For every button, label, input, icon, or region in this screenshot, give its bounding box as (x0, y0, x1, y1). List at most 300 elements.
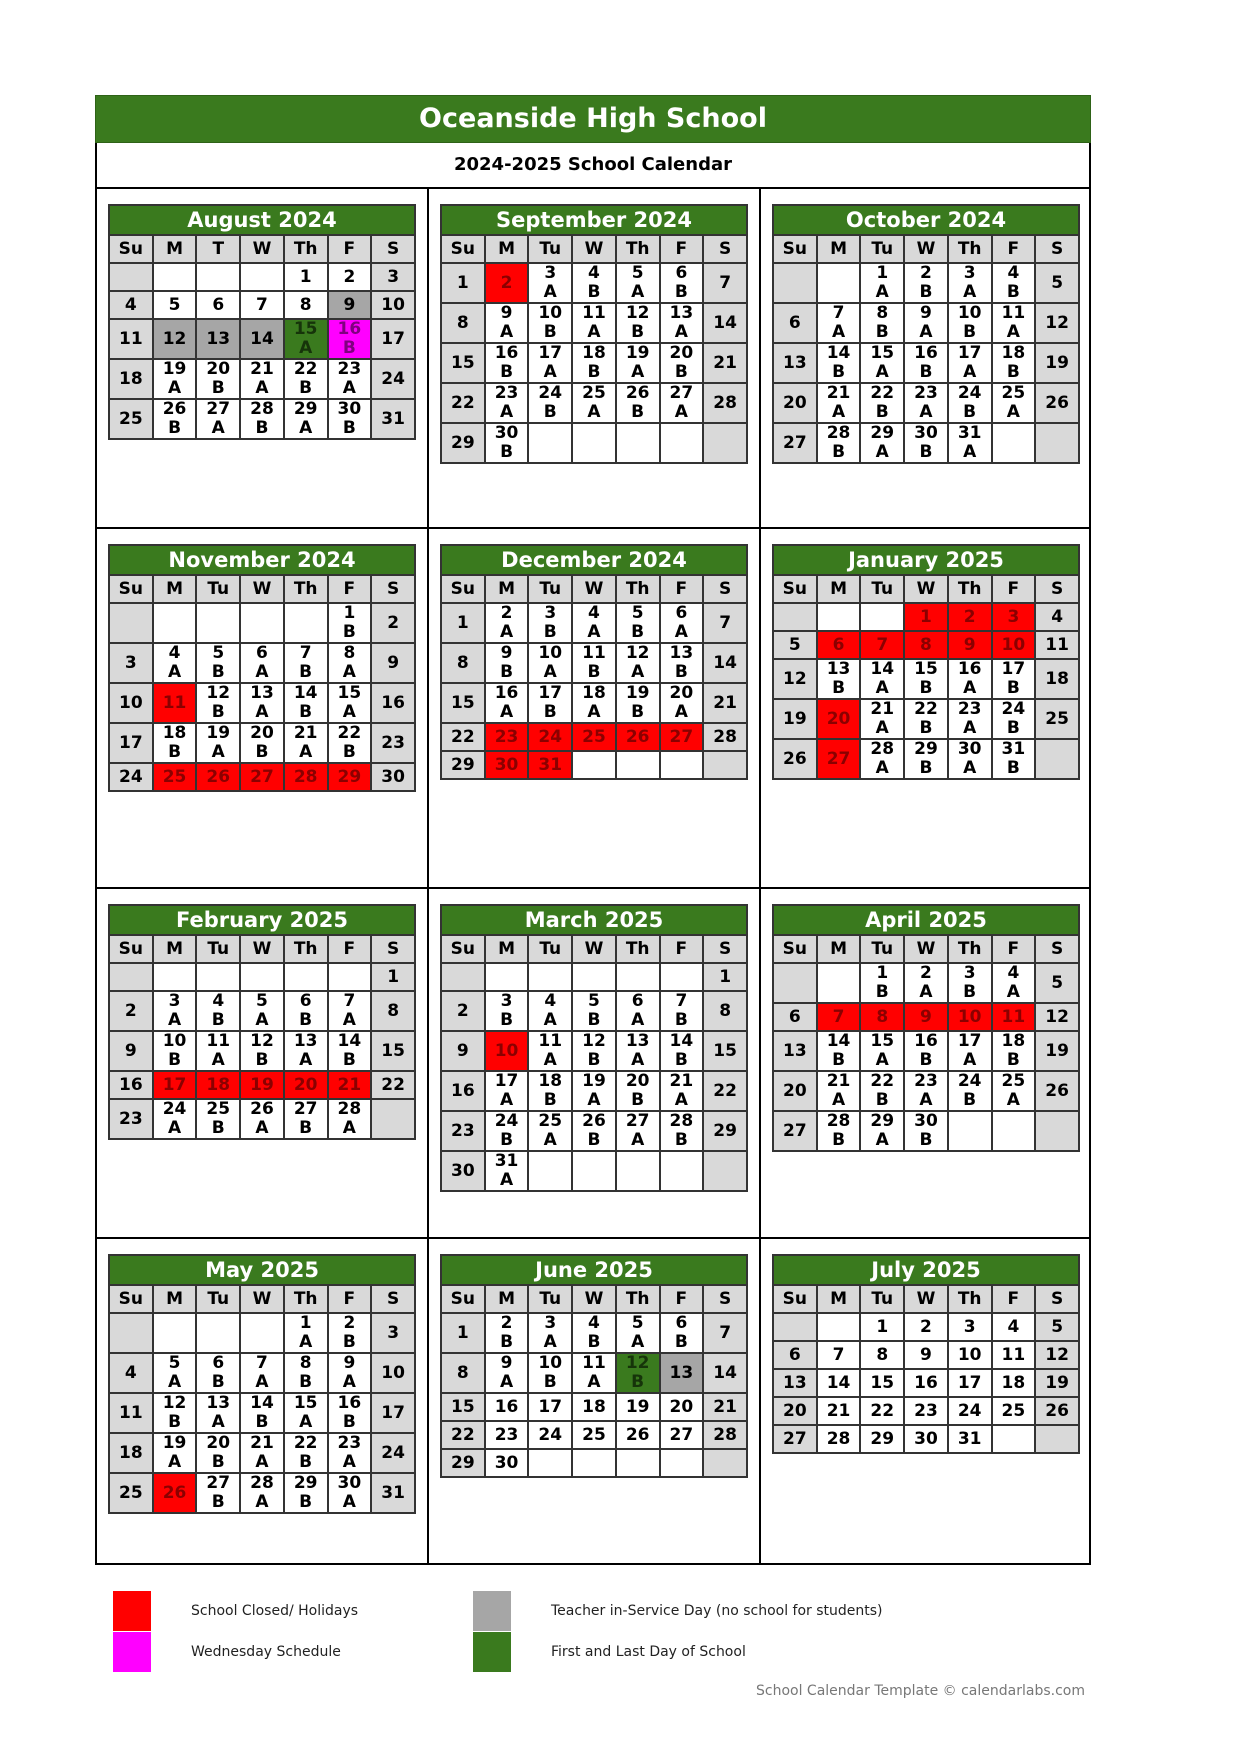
weekday-header: S (371, 935, 415, 963)
weekday-header: Su (109, 935, 153, 963)
rotation-day-label: A (342, 378, 356, 398)
day-cell (485, 603, 529, 643)
day-cell (485, 1421, 529, 1449)
day-number: 19 (250, 1074, 274, 1095)
weekday-header: Tu (528, 575, 572, 603)
rotation-day-label: B (674, 362, 688, 382)
empty-day-cell (284, 603, 328, 643)
day-cell (992, 1031, 1036, 1071)
day-cell (904, 659, 948, 699)
rotation-day-label: A (255, 1118, 269, 1138)
day-number: 7 (675, 991, 688, 1011)
day-cell (992, 1071, 1036, 1111)
day-number: 17 (538, 683, 563, 703)
empty-day-cell (773, 263, 817, 303)
day-cell (773, 1425, 817, 1453)
day-number: 15 (293, 1393, 318, 1413)
day-number: 16 (494, 683, 519, 703)
rotation-day-label: A (587, 1090, 601, 1110)
day-cell (660, 303, 704, 343)
day-cell (441, 1353, 485, 1393)
day-cell (572, 343, 616, 383)
day-number: 22 (451, 1424, 475, 1445)
day-number: 20 (783, 1400, 807, 1421)
day-number: 5 (168, 294, 181, 315)
day-cell (371, 1071, 415, 1099)
day-cell (817, 343, 861, 383)
weekday-header: S (371, 575, 415, 603)
day-number: 19 (1045, 352, 1069, 373)
month-title: October 2024 (772, 204, 1080, 234)
empty-day-cell (572, 751, 616, 779)
day-number: 17 (381, 1402, 405, 1423)
rotation-day-label: B (919, 282, 933, 302)
day-cell (860, 631, 904, 659)
day-cell (660, 1071, 704, 1111)
day-number: 24 (957, 383, 982, 403)
day-number: 1 (876, 963, 889, 983)
day-cell (904, 263, 948, 303)
weekday-header: F (660, 935, 704, 963)
rotation-day-label: B (832, 442, 846, 462)
day-number: 19 (582, 1071, 606, 1091)
day-cell (284, 763, 328, 791)
day-cell (992, 659, 1036, 699)
day-number: 21 (826, 1400, 851, 1421)
rotation-day-label: B (875, 982, 889, 1002)
weekday-header: Su (441, 935, 485, 963)
day-number: 8 (876, 1344, 889, 1365)
day-number: 14 (713, 312, 737, 333)
rotation-day-label: A (255, 662, 269, 682)
day-number: 3 (963, 963, 976, 983)
day-number: 30 (914, 1111, 938, 1131)
month-days-table (772, 234, 1080, 464)
day-number: 17 (957, 1372, 982, 1393)
rotation-day-label: B (211, 662, 225, 682)
empty-day-cell (109, 603, 153, 643)
day-cell (485, 751, 529, 779)
day-number: 21 (870, 699, 895, 719)
rotation-day-label: A (543, 662, 557, 682)
day-cell (660, 723, 704, 751)
day-number: 21 (669, 1071, 694, 1091)
rotation-day-label: B (211, 1118, 225, 1138)
rotation-day-label: B (543, 702, 557, 722)
day-number: 28 (337, 1099, 362, 1119)
day-number: 6 (832, 634, 845, 655)
rotation-day-label: A (919, 402, 933, 422)
rotation-day-label: B (963, 322, 977, 342)
rotation-day-label: A (543, 1050, 557, 1070)
rotation-day-label: B (1006, 758, 1020, 778)
rotation-day-label: A (831, 1090, 846, 1110)
day-number: 16 (957, 659, 982, 679)
day-cell (441, 751, 485, 779)
day-number: 14 (250, 328, 274, 349)
legend-inservice-label: Teacher in-Service Day (no school for students) (551, 1603, 883, 1619)
empty-day-cell (528, 1151, 572, 1191)
day-number: 21 (826, 383, 851, 403)
weekday-header: Su (441, 1285, 485, 1313)
day-number: 3 (544, 1313, 557, 1333)
day-number: 24 (957, 1071, 982, 1091)
day-number: 12 (1045, 1006, 1069, 1027)
day-number: 2 (500, 603, 513, 623)
weekday-header: W (572, 235, 616, 263)
day-cell (904, 343, 948, 383)
day-cell (860, 1397, 904, 1425)
day-number: 1 (920, 606, 932, 627)
weekday-header: S (703, 935, 747, 963)
month-calendar (440, 544, 748, 780)
empty-day-cell (817, 603, 861, 631)
day-number: 22 (381, 1074, 405, 1095)
day-cell (773, 699, 817, 739)
rotation-day-label: A (255, 378, 269, 398)
day-cell (616, 1111, 660, 1151)
empty-day-cell (660, 1151, 704, 1191)
day-number: 21 (250, 1433, 274, 1453)
day-number: 27 (783, 1428, 807, 1449)
day-cell (860, 963, 904, 1003)
day-number: 24 (381, 1442, 405, 1463)
day-number: 6 (788, 1006, 801, 1027)
day-number: 21 (250, 359, 274, 379)
rotation-day-label: B (500, 442, 514, 462)
day-cell (528, 991, 572, 1031)
day-cell (616, 303, 660, 343)
weekday-header: Tu (860, 935, 904, 963)
legend-firstlast-label: First and Last Day of School (551, 1644, 746, 1660)
day-cell (860, 1071, 904, 1111)
empty-day-cell (660, 751, 704, 779)
day-number: 27 (783, 432, 807, 453)
month-title: June 2025 (440, 1254, 748, 1284)
weekday-header: Tu (528, 1285, 572, 1313)
rotation-day-label: B (342, 338, 356, 358)
day-cell (860, 1031, 904, 1071)
day-number: 18 (1001, 1372, 1026, 1393)
rotation-day-label: A (674, 322, 688, 342)
day-cell (948, 659, 992, 699)
rotation-day-label: A (875, 362, 889, 382)
day-cell (528, 643, 572, 683)
day-cell (153, 723, 197, 763)
day-number: 12 (1045, 1344, 1069, 1365)
day-cell (485, 1313, 529, 1353)
day-cell (109, 643, 153, 683)
rotation-day-label: B (587, 282, 601, 302)
day-number: 27 (783, 1120, 807, 1141)
day-number: 15 (870, 1372, 895, 1393)
weekday-header: Th (284, 575, 328, 603)
rotation-day-label: A (1006, 982, 1020, 1002)
day-number: 9 (500, 1353, 513, 1373)
day-cell (817, 1031, 861, 1071)
weekday-header: Su (109, 575, 153, 603)
day-cell (817, 699, 861, 739)
weekday-header: M (817, 575, 861, 603)
day-number: 19 (783, 708, 807, 729)
day-number: 4 (588, 1313, 600, 1333)
rotation-day-label: B (875, 1090, 889, 1110)
day-cell (773, 1111, 817, 1151)
day-number: 18 (1001, 1031, 1026, 1051)
day-number: 8 (719, 1000, 732, 1021)
day-cell (328, 1433, 372, 1473)
day-number: 8 (343, 643, 356, 663)
day-cell (773, 631, 817, 659)
day-cell (1035, 1341, 1079, 1369)
day-number: 31 (381, 408, 405, 429)
rotation-day-label: A (255, 1010, 269, 1030)
rotation-day-label: A (342, 702, 356, 722)
empty-day-cell (196, 263, 240, 291)
rotation-day-label: B (299, 1010, 313, 1030)
rotation-day-label: B (1006, 718, 1020, 738)
weekday-header: W (572, 1285, 616, 1313)
day-number: 5 (1051, 272, 1064, 293)
rotation-day-label: A (499, 402, 514, 422)
day-cell (660, 343, 704, 383)
day-number: 25 (119, 408, 143, 429)
day-number: 16 (914, 343, 938, 363)
day-cell (485, 1151, 529, 1191)
day-cell (572, 991, 616, 1031)
rotation-day-label: A (631, 1130, 645, 1150)
day-cell (109, 399, 153, 439)
day-number: 18 (582, 1396, 606, 1417)
day-number: 8 (299, 1353, 312, 1373)
day-number: 22 (337, 723, 362, 743)
day-number: 30 (494, 754, 519, 775)
day-number: 27 (206, 1473, 231, 1493)
day-number: 15 (713, 1040, 737, 1061)
month-days-table (440, 234, 748, 464)
rotation-day-label: B (674, 1010, 688, 1030)
day-cell (528, 723, 572, 751)
day-cell (817, 659, 861, 699)
day-cell (660, 1031, 704, 1071)
month-title: September 2024 (440, 204, 748, 234)
day-number: 12 (625, 643, 650, 663)
day-number: 5 (631, 603, 644, 623)
day-cell (441, 1393, 485, 1421)
empty-day-cell (660, 423, 704, 463)
day-number: 20 (669, 343, 694, 363)
day-number: 18 (582, 683, 606, 703)
day-cell (240, 763, 284, 791)
day-number: 20 (669, 683, 694, 703)
empty-day-cell (109, 1313, 153, 1353)
day-number: 30 (957, 739, 982, 759)
month-title: November 2024 (108, 544, 416, 574)
day-number: 4 (588, 263, 600, 283)
day-cell (1035, 1369, 1079, 1397)
rotation-day-label: A (631, 1332, 645, 1352)
day-number: 9 (456, 1040, 469, 1061)
day-number: 24 (1001, 699, 1026, 719)
empty-day-cell (528, 423, 572, 463)
rotation-day-label: B (674, 662, 688, 682)
weekday-header: Th (284, 235, 328, 263)
rotation-day-label: B (255, 1412, 269, 1432)
day-cell (948, 383, 992, 423)
day-number: 25 (1001, 383, 1026, 403)
month-calendar (108, 1254, 416, 1514)
rotation-day-label: A (875, 442, 889, 462)
day-cell (153, 1031, 197, 1071)
day-number: 15 (293, 319, 318, 339)
day-number: 7 (343, 991, 356, 1011)
day-cell (240, 1353, 284, 1393)
day-cell (153, 359, 197, 399)
day-cell (371, 1473, 415, 1513)
weekday-header: Th (616, 1285, 660, 1313)
day-cell (660, 1393, 704, 1421)
empty-day-cell (616, 963, 660, 991)
weekday-header: Tu (196, 575, 240, 603)
day-number: 18 (206, 1074, 231, 1095)
month-days-table (440, 574, 748, 780)
day-number: 12 (625, 1353, 650, 1373)
month-cell (429, 189, 761, 529)
day-cell (284, 1433, 328, 1473)
legend-wednesday-label: Wednesday Schedule (191, 1644, 341, 1660)
day-cell (196, 643, 240, 683)
empty-day-cell (572, 423, 616, 463)
legend-closed-label: School Closed/ Holidays (191, 1603, 359, 1619)
day-number: 22 (451, 392, 475, 413)
day-number: 21 (826, 1071, 851, 1091)
month-days-table (772, 1284, 1080, 1454)
day-number: 7 (719, 272, 732, 293)
day-number: 16 (337, 1393, 362, 1413)
rotation-day-label: B (674, 1050, 688, 1070)
empty-day-cell (153, 963, 197, 991)
month-cell (429, 529, 761, 889)
day-number: 20 (206, 1433, 231, 1453)
day-cell (328, 603, 372, 643)
day-cell (328, 643, 372, 683)
empty-day-cell (992, 1425, 1036, 1453)
empty-day-cell (1035, 1425, 1079, 1453)
rotation-day-label: A (499, 1372, 514, 1392)
day-cell (371, 1433, 415, 1473)
empty-day-cell (371, 1099, 415, 1139)
day-number: 6 (675, 263, 688, 283)
rotation-day-label: A (167, 1452, 182, 1472)
day-number: 10 (957, 303, 982, 323)
day-number: 17 (1001, 659, 1026, 679)
day-cell (948, 1003, 992, 1031)
empty-day-cell (660, 1449, 704, 1477)
legend (113, 1591, 1013, 1681)
day-cell (904, 603, 948, 631)
calendar-sheet (95, 95, 1091, 1565)
day-cell (660, 683, 704, 723)
weekday-header: W (904, 575, 948, 603)
day-cell (196, 763, 240, 791)
day-cell (948, 263, 992, 303)
day-number: 13 (669, 1362, 694, 1383)
rotation-day-label: A (211, 1050, 225, 1070)
day-cell (284, 683, 328, 723)
day-number: 28 (826, 423, 851, 443)
day-number: 26 (1045, 1400, 1069, 1421)
day-number: 1 (719, 966, 732, 987)
rotation-day-label: B (500, 1010, 514, 1030)
rotation-day-label: A (342, 1010, 356, 1030)
day-cell (992, 263, 1036, 303)
day-cell (153, 991, 197, 1031)
empty-day-cell (992, 423, 1036, 463)
day-number: 22 (870, 1400, 895, 1421)
empty-day-cell (992, 1111, 1036, 1151)
day-number: 11 (582, 303, 606, 323)
month-cell (761, 189, 1089, 529)
day-cell (328, 263, 372, 291)
day-number: 10 (494, 1040, 519, 1061)
day-number: 18 (1001, 343, 1026, 363)
day-cell (196, 319, 240, 359)
day-cell (196, 723, 240, 763)
rotation-day-label: A (587, 1372, 601, 1392)
day-cell (109, 1393, 153, 1433)
day-number: 14 (669, 1031, 694, 1051)
day-number: 13 (250, 683, 274, 703)
day-cell (572, 1421, 616, 1449)
rotation-day-label: B (963, 1090, 977, 1110)
rotation-day-label: A (499, 1170, 514, 1190)
day-cell (773, 1031, 817, 1071)
day-cell (992, 1341, 1036, 1369)
rotation-day-label: B (919, 1130, 933, 1150)
day-number: 13 (625, 1031, 650, 1051)
rotation-day-label: B (211, 378, 225, 398)
day-number: 7 (832, 1006, 845, 1027)
month-cell (761, 889, 1089, 1239)
weekday-header: Tu (860, 575, 904, 603)
day-cell (284, 1099, 328, 1139)
rotation-day-label: A (631, 282, 645, 302)
day-cell (904, 1003, 948, 1031)
day-number: 6 (256, 643, 268, 663)
day-cell (240, 1031, 284, 1071)
empty-day-cell (948, 1111, 992, 1151)
day-cell (441, 723, 485, 751)
day-number: 11 (1001, 1006, 1026, 1027)
rotation-day-label: B (299, 662, 313, 682)
day-cell (441, 1151, 485, 1191)
day-number: 17 (538, 343, 563, 363)
calendar-subtitle: 2024-2025 School Calendar (95, 143, 1091, 189)
day-cell (817, 1341, 861, 1369)
day-cell (948, 1031, 992, 1071)
day-number: 26 (1045, 392, 1069, 413)
weekday-header: Tu (528, 935, 572, 963)
day-number: 10 (162, 1031, 187, 1051)
day-number: 29 (451, 754, 475, 775)
day-cell (109, 1433, 153, 1473)
rotation-day-label: A (875, 718, 889, 738)
day-number: 7 (719, 1322, 732, 1343)
rotation-day-label: B (342, 418, 356, 438)
rotation-day-label: B (543, 1090, 557, 1110)
month-calendar (772, 544, 1080, 780)
day-cell (153, 1393, 197, 1433)
